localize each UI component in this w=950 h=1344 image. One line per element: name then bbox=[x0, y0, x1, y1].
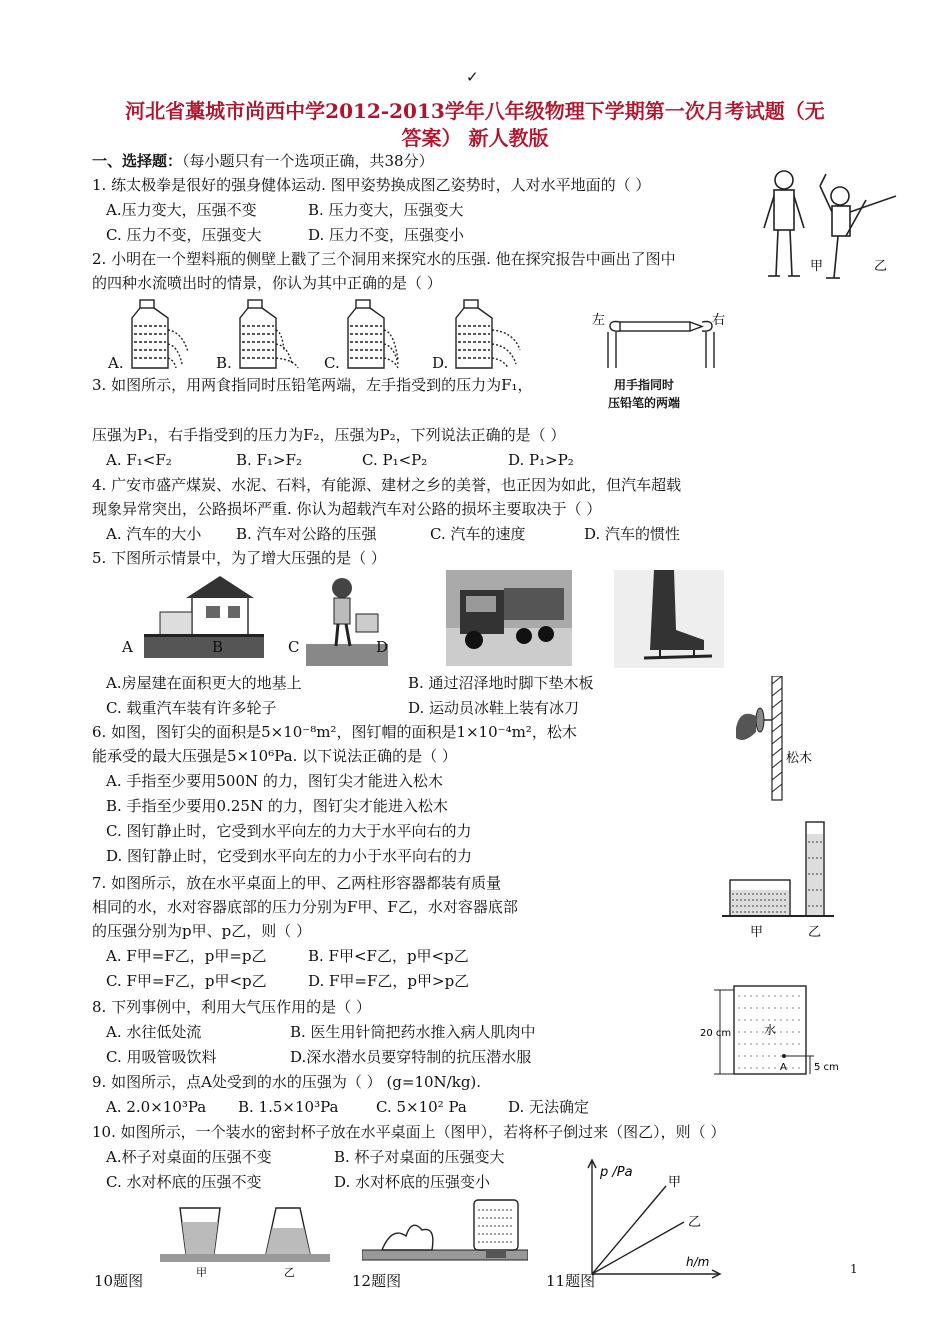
q8-stem: 8. 下列事例中，利用大气压作用的是（ ） bbox=[92, 998, 371, 1016]
q3-stem-line1: 3. 如图所示，用两食指同时压铅笔两端，左手指受到的压力为F₁， bbox=[92, 376, 533, 394]
q4-option-b: B. 汽车对公路的压强 bbox=[236, 525, 377, 543]
q5-option-a: A.房屋建在面积更大的地基上 bbox=[106, 674, 302, 692]
q7-option-a: A. F甲=F乙，p甲=p乙 bbox=[106, 947, 267, 965]
q8-option-d: D.深水潜水员要穿特制的抗压潜水服 bbox=[290, 1048, 532, 1066]
graph-label-yi: 乙 bbox=[688, 1215, 702, 1230]
thumbtack-figure bbox=[734, 676, 834, 802]
q7-option-d: D. F甲=F乙，p甲>p乙 bbox=[308, 972, 470, 990]
q3-option-b: B. F₁>F₂ bbox=[236, 451, 302, 469]
q8-option-c: C. 用吸管吸饮料 bbox=[106, 1048, 217, 1066]
cups-label-yi: 乙 bbox=[284, 1266, 295, 1278]
page-number: 1 bbox=[850, 1262, 858, 1276]
q3-option-d: D. P₁>P₂ bbox=[508, 451, 574, 469]
bottle-b bbox=[240, 300, 298, 368]
q9-stem: 9. 如图所示，点A处受到的水的压强为（ ） (g=10N/kg). bbox=[92, 1073, 482, 1091]
q1-option-c: C. 压力不变，压强变大 bbox=[106, 226, 262, 244]
q10-option-b: B. 杯子对桌面的压强变大 bbox=[334, 1148, 505, 1166]
q5-stem: 5. 下图所示情景中，为了增大压强的是（ ） bbox=[92, 549, 386, 567]
q7-option-b: B. F甲<F乙，p甲<p乙 bbox=[308, 947, 469, 965]
fig12-caption: 12题图 bbox=[352, 1272, 402, 1290]
q4-option-d: D. 汽车的惯性 bbox=[584, 525, 681, 543]
taichi-figure bbox=[756, 166, 908, 286]
q5-picture-label-a: A bbox=[122, 638, 133, 656]
q9-option-b: B. 1.5×10³Pa bbox=[238, 1098, 339, 1116]
skate-picture bbox=[614, 570, 724, 668]
section-heading bbox=[92, 150, 434, 172]
graph-line-yi bbox=[592, 1222, 684, 1274]
q6-stem-line2: 能承受的最大压强是5×10⁶Pa. 以下说法正确的是（ ） bbox=[92, 747, 457, 765]
q2-stem-line2: 的四种水流喷出时的情景，你认为其中正确的是（ ） bbox=[92, 274, 442, 292]
q3-stem-line2: 压强为P₁，右手指受到的压力为F₂，压强为P₂，下列说法正确的是（ ） bbox=[92, 426, 566, 444]
q9-option-c: C. 5×10² Pa bbox=[376, 1098, 467, 1116]
graph-x-label: h/m bbox=[686, 1255, 710, 1269]
pressure-depth-graph bbox=[576, 1156, 726, 1280]
q10-stem: 10. 如图所示，一个装水的密封杯子放在水平桌面上（图甲），若将杯子倒过来（图乙），则（ ） bbox=[92, 1123, 726, 1141]
q7-stem-line2: 相同的水，水对容器底部的压力分别为F甲、F乙，水对容器底部 bbox=[92, 898, 518, 916]
q10-option-a: A.杯子对桌面的压强不变 bbox=[106, 1148, 272, 1166]
pencil-caption-line2: 压铅笔的两端 bbox=[608, 396, 681, 410]
q8-option-b: B. 医生用针筒把药水推入病人肌肉中 bbox=[290, 1023, 536, 1041]
q1-option-a: A.压力变大，压强不变 bbox=[106, 201, 257, 219]
q8-option-a: A. 水往低处流 bbox=[106, 1023, 202, 1041]
q6-option-b: B. 手指至少要用0.25N 的力，图钉尖才能进入松木 bbox=[106, 797, 448, 815]
taichi-label-jia: 甲 bbox=[810, 259, 824, 274]
graph-line-jia bbox=[592, 1186, 666, 1274]
bottles-figure bbox=[106, 296, 576, 374]
q6-option-c: C. 图钉静止时，它受到水平向左的力大于水平向右的力 bbox=[106, 822, 472, 840]
q5-option-b: B. 通过沼泽地时脚下垫木板 bbox=[408, 674, 594, 692]
truck-picture bbox=[446, 570, 572, 666]
q5-option-c: C. 载重汽车装有许多轮子 bbox=[106, 699, 277, 717]
q1-stem: 1. 练太极拳是很好的强身健体运动. 图甲姿势换成图乙姿势时，人对水平地面的（ ） bbox=[92, 176, 651, 194]
graph-y-label: p /Pa bbox=[600, 1165, 633, 1180]
cups-label-jia: 甲 bbox=[196, 1266, 207, 1278]
q3-option-a: A. F₁<F₂ bbox=[106, 451, 172, 469]
page-title-line2: 答案） 新人教版 bbox=[401, 126, 549, 150]
q2-option-c: C. bbox=[324, 354, 340, 372]
containers-figure bbox=[722, 818, 836, 942]
q2-stem-line1: 2. 小明在一个塑料瓶的侧壁上戳了三个洞用来探究水的压强. 他在探究报告中画出了图中 bbox=[92, 250, 676, 268]
q2-option-d: D. bbox=[432, 354, 449, 372]
q5-picture-label-b: B bbox=[212, 638, 224, 656]
pencil-caption-line1: 用手指同时 bbox=[614, 378, 675, 392]
containers-label-yi: 乙 bbox=[808, 925, 822, 940]
q9-option-a: A. 2.0×10³Pa bbox=[106, 1098, 207, 1116]
q7-option-c: C. F甲=F乙，p甲<p乙 bbox=[106, 972, 267, 990]
q9-option-d: D. 无法确定 bbox=[508, 1098, 590, 1116]
q4-option-c: C. 汽车的速度 bbox=[430, 525, 526, 543]
house-picture bbox=[140, 572, 268, 664]
q1-option-b: B. 压力变大，压强变大 bbox=[308, 201, 464, 219]
bottle-c bbox=[348, 300, 398, 368]
q5-picture-label-d: D bbox=[376, 638, 389, 656]
fig12-picture bbox=[362, 1196, 528, 1270]
bottle-a bbox=[132, 300, 188, 368]
q4-stem-line1: 4. 广安市盛产煤炭、水泥、石料，有能源、建材之乡的美誉，也正因为如此，但汽车超载 bbox=[92, 476, 682, 494]
q6-stem-line1: 6. 如图，图钉尖的面积是5×10⁻⁸m²，图钉帽的面积是1×10⁻⁴m²，松木 bbox=[92, 723, 577, 741]
q7-stem-line1: 7. 如图所示，放在水平桌面上的甲、乙两柱形容器都装有质量 bbox=[92, 874, 502, 892]
cups-figure bbox=[160, 1198, 330, 1278]
q3-option-c: C. P₁<P₂ bbox=[362, 451, 428, 469]
water-container-label-a: A bbox=[780, 1062, 787, 1073]
pencil-label-right: 右 bbox=[712, 313, 726, 328]
containers-label-jia: 甲 bbox=[750, 925, 764, 940]
q1-option-d: D. 压力不变，压强变小 bbox=[308, 226, 465, 244]
pencil-figure bbox=[590, 302, 730, 370]
section-heading-note: （每小题只有一个选项正确，共38分） bbox=[182, 152, 434, 170]
q5-option-d: D. 运动员冰鞋上装有冰刀 bbox=[408, 699, 580, 717]
water-container-figure bbox=[700, 982, 840, 1078]
graph-label-jia: 甲 bbox=[668, 1175, 682, 1190]
q2-option-b: B. bbox=[216, 354, 232, 372]
water-container-label-20cm: 20 cm bbox=[700, 1028, 732, 1039]
q2-option-a: A. bbox=[108, 354, 124, 372]
check-mark: ✓ bbox=[466, 68, 479, 86]
q10-option-d: D. 水对杯底的压强变小 bbox=[334, 1173, 491, 1191]
water-container-label-water: 水 bbox=[764, 1023, 777, 1037]
taichi-label-yi: 乙 bbox=[874, 259, 888, 274]
page-title-line1: 河北省藁城市尚西中学2012-2013学年八年级物理下学期第一次月考试题（无 bbox=[125, 99, 825, 123]
q10-option-c: C. 水对杯底的压强不变 bbox=[106, 1173, 262, 1191]
thumbtack-label-pine: 松木 bbox=[786, 751, 813, 766]
pencil-label-left: 左 bbox=[592, 313, 606, 328]
q5-picture-label-c: C bbox=[288, 638, 300, 656]
q4-option-a: A. 汽车的大小 bbox=[106, 525, 202, 543]
q6-option-d: D. 图钉静止时，它受到水平向左的力小于水平向右的力 bbox=[106, 847, 473, 865]
section-heading-label: 一、选择题： bbox=[92, 152, 183, 170]
fig10-caption: 10题图 bbox=[94, 1272, 144, 1290]
q7-stem-line3: 的压强分别为p甲、p乙，则（ ） bbox=[92, 922, 311, 940]
water-container-label-5cm: 5 cm bbox=[814, 1062, 839, 1073]
q6-option-a: A. 手指至少要用500N 的力，图钉尖才能进入松木 bbox=[106, 772, 443, 790]
bottle-d bbox=[456, 300, 520, 368]
q4-stem-line2: 现象异常突出，公路损坏严重. 你认为超载汽车对公路的损坏主要取决于（ ） bbox=[92, 500, 602, 518]
fig11-caption: 11题图 bbox=[546, 1272, 596, 1290]
